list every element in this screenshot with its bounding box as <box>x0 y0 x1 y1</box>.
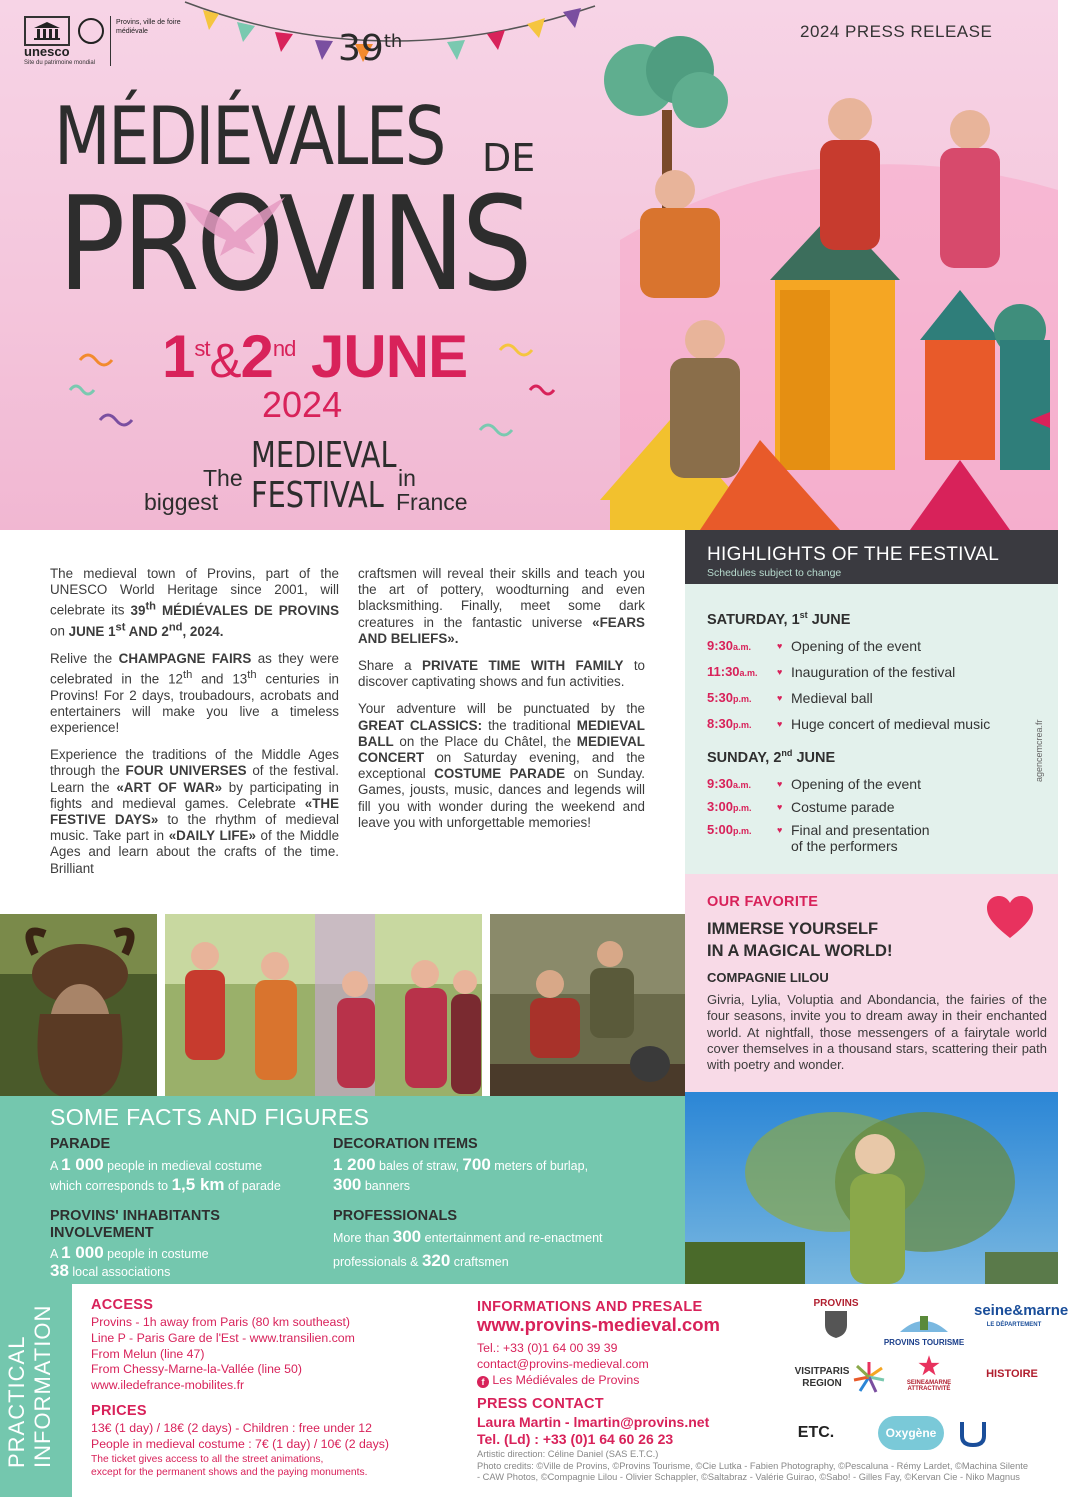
unesco-name: unesco <box>24 44 70 59</box>
intro-paragraph-4: craftsmen will reveal their skills and teach you the art of pottery, woodturning and even blacksmithing. Finally, meet some dark creatures in the fantastic universe «FEARS AND BELIEFS». <box>358 566 645 646</box>
favorite-description: Givria, Lylia, Voluptia and Abondancia, the fairies of the four seasons, invite you to dream away in their enchanted world. At nightfall, those messengers of a fairytale world cover themselves in a thousand stars, scattering their path with poetry and wonder. <box>707 992 1047 1073</box>
event-time: 5:30p.m. <box>707 690 752 705</box>
website-link[interactable]: www.provins-medieval.com <box>477 1314 720 1335</box>
unesco-side-text: Provins, ville de foire médiévale <box>116 19 181 35</box>
sunday-heading: SUNDAY, 2nd JUNE <box>707 748 836 766</box>
info-heading: INFORMATIONS AND PRESALE <box>477 1299 703 1315</box>
event-label: Final and presentation <box>791 822 930 838</box>
intro-paragraph-1: The medieval town of Provins, part of the UNESCO World Heritage since 2001, will celebrate its 39th MÉDIÉVALES DE PROVINS on JUNE 1st AND 2nd, 2024. <box>50 566 340 639</box>
event-label-continued: of the performers <box>791 838 898 854</box>
tagline-france: France <box>396 489 468 515</box>
price-line: 13€ (1 day) / 18€ (2 days) - Children : free under 12 <box>91 1421 372 1435</box>
photo-craftsmen <box>490 914 685 1096</box>
title-line-1: MÉDIÉVALES <box>54 90 444 183</box>
histoire-logo: HISTOIRE <box>986 1368 1038 1380</box>
oxygene-logo: Oxygène <box>878 1416 944 1450</box>
access-line: Line P - Paris Gare de l'Est - www.transilien.com <box>91 1330 355 1345</box>
seine-marne-logo: seine&marne LE DÉPARTEMENT <box>974 1302 1068 1328</box>
event-label: Huge concert of medieval music <box>791 716 991 732</box>
partner-logos <box>792 1296 1068 1492</box>
access-line: Provins - 1h away from Paris (80 km southeast) <box>91 1315 351 1329</box>
professionals-heading: PROFESSIONALS <box>333 1208 458 1224</box>
tagline-the: The <box>203 465 243 491</box>
credit-line: Photo credits: ©Ville de Provins, ©Provins Tourisme, ©Cie Lutka - Fabien Photography, ©Pescaluna - Rémy Lardet, ©Machina Silente <box>477 1460 1029 1471</box>
event-time: 9:30a.m. <box>707 776 752 791</box>
world-heritage-emblem-icon <box>78 18 104 44</box>
favorite-heading: IMMERSE YOURSELF IN A MAGICAL WORLD! <box>707 920 893 960</box>
unesco-sub: Site du patrimoine mondial <box>24 60 96 66</box>
edition-number: 39th <box>338 28 403 69</box>
tagline-biggest: biggest <box>144 489 219 515</box>
intro-paragraph-6: Your adventure will be punctuated by the GREAT CLASSICS: the traditional MEDIEVAL BALL on the Place du Châtel, the MEDIEVAL CONCERT on Saturday evening, and the exceptional COSTUME PARADE on Sunday. Games, jousts, music, dances and legends will fill you with wonder during the weekend and leave you with unforgettable memories! <box>358 701 645 830</box>
seine-marne-attractivite-logo: ★ SEINE&MARNE ATTRACTIVITÉ <box>894 1354 964 1392</box>
professionals-line-1: More than 300 entertainment and re-enactment <box>333 1227 603 1246</box>
price-note: except for the permanent shows and the paying monuments. <box>91 1466 368 1478</box>
event-time: 9:30a.m. <box>707 638 752 653</box>
press-release-label: 2024 PRESS RELEASE <box>800 22 993 41</box>
agency-credit: agencemcrea.fr <box>1034 719 1044 782</box>
heart-bullet-icon: ♥ <box>777 779 783 789</box>
star-icon: ★ <box>918 1353 940 1380</box>
price-note: The ticket gives access to all the street animations, <box>91 1453 324 1465</box>
prices-heading: PRICES <box>91 1403 147 1419</box>
practical-side-label: PRACTICAL INFORMATION <box>4 1304 55 1468</box>
heart-bullet-icon: ♥ <box>777 825 783 835</box>
parade-heading: PARADE <box>50 1136 111 1152</box>
facebook-link[interactable]: f Les Médiévales de Provins <box>477 1373 639 1389</box>
facebook-icon: f <box>477 1376 489 1388</box>
visit-paris-region-logo: VISITPARIS REGION <box>794 1366 850 1389</box>
price-line: People in medieval costume : 7€ (1 day) / 10€ (2 days) <box>91 1436 390 1451</box>
access-heading: ACCESS <box>91 1297 154 1313</box>
event-time: 5:00p.m. <box>707 822 752 837</box>
parade-line-1: A 1 000 people in medieval costume <box>50 1155 263 1174</box>
prices-list <box>91 1421 461 1479</box>
decoration-line-2: 300 banners <box>333 1175 411 1194</box>
tagline-medieval: MEDIEVAL <box>251 435 397 476</box>
festival-year: 2024 <box>262 384 343 425</box>
intro-paragraph-5: Share a PRIVATE TIME WITH FAMILY to discover captivating shows and fun activities. <box>358 658 645 690</box>
heart-bullet-icon: ♥ <box>777 719 783 729</box>
press-contact-name: Laura Martin - lmartin@provins.net <box>477 1414 710 1430</box>
event-label: Opening of the event <box>791 776 921 792</box>
event-label: Medieval ball <box>791 690 873 706</box>
university-logo-icon <box>958 1418 988 1448</box>
decoration-heading: DECORATION ITEMS <box>333 1136 478 1152</box>
heart-bullet-icon: ♥ <box>777 802 783 812</box>
highlights-schedule <box>685 584 1058 874</box>
provins-logo: PROVINS <box>806 1298 866 1342</box>
header-banner <box>0 0 1058 530</box>
title-line-2: PROVINS <box>58 168 530 320</box>
hero-illustration <box>580 40 1058 530</box>
heart-bullet-icon: ♥ <box>777 641 783 651</box>
credit-line: Artistic direction: Céline Daniel (SAS E.T.C.) <box>477 1449 659 1459</box>
photo-fairy <box>685 1092 1058 1284</box>
divider <box>110 16 111 66</box>
tagline-in: in <box>398 465 416 491</box>
credit-line: - CAW Photos, ©Compagnie Lilou - Olivier Schappler, ©Saltabraz - Valérie Guirao, ©Sabo! - Gilles Fay, ©Kervan Cie - Niko Magnus <box>477 1472 1020 1482</box>
event-label: Inauguration of the festival <box>791 664 956 680</box>
facts-and-figures <box>0 1096 685 1284</box>
press-contact-phone: Tel. (Ld) : +33 (0)1 64 60 26 23 <box>477 1431 674 1447</box>
inhabitants-heading: PROVINS' INHABITANTS INVOLVEMENT <box>50 1208 220 1241</box>
inhabitants-line-2: 38 local associations <box>50 1261 171 1280</box>
photo-musicians <box>165 914 482 1096</box>
title-de: DE <box>482 136 536 180</box>
intro-paragraph-2: Relive the CHAMPAGNE FAIRS as they were celebrated in the 12th and 13th centuries in Provins! For 2 days, troubadours, acrobats and entertainers will make you live a timeless experience! <box>50 650 340 736</box>
provins-tourisme-logo: PROVINS TOURISME <box>874 1310 974 1347</box>
event-time: 11:30a.m. <box>707 664 758 679</box>
highlights-header <box>685 530 1058 584</box>
etc-logo: ETC. <box>797 1424 835 1441</box>
visit-paris-region-burst-icon <box>852 1360 886 1394</box>
saturday-heading: SATURDAY, 1st JUNE <box>707 610 851 628</box>
intro-column-1 <box>50 566 339 888</box>
event-label: Costume parade <box>791 799 895 815</box>
facts-title: SOME FACTS AND FIGURES <box>50 1104 370 1130</box>
heart-icon <box>985 894 1035 940</box>
event-time: 3:00p.m. <box>707 799 752 814</box>
access-line: From Chessy-Marne-la-Vallée (line 50) <box>91 1362 302 1377</box>
tagline-festival: FESTIVAL <box>251 475 384 516</box>
press-contact-heading: PRESS CONTACT <box>477 1396 604 1412</box>
event-label: Opening of the event <box>791 638 921 654</box>
parade-line-2: which corresponds to 1,5 km of parade <box>50 1175 281 1194</box>
confetti-squiggles <box>60 330 600 450</box>
eagle-icon <box>180 192 290 262</box>
highlights-title: HIGHLIGHTS OF THE FESTIVAL <box>707 544 1000 565</box>
festival-dates: 1st&2nd JUNE <box>162 323 468 390</box>
unesco-badge <box>24 16 181 66</box>
inhabitants-line-1: A 1 000 people in costume <box>50 1243 209 1262</box>
favorite-box <box>685 874 1058 1092</box>
favorite-company: COMPAGNIE LILOU <box>707 970 829 985</box>
decoration-line-1: 1 200 bales of straw, 700 meters of burlap, <box>333 1155 589 1174</box>
access-link[interactable]: www.iledefrance-mobilites.fr <box>91 1378 245 1393</box>
heart-bullet-icon: ♥ <box>777 693 783 703</box>
intro-column-2 <box>358 566 645 842</box>
info-email[interactable]: contact@provins-medieval.com <box>477 1357 649 1371</box>
info-phone: Tel.: +33 (0)1 64 00 39 39 <box>477 1341 618 1355</box>
favorite-label: OUR FAVORITE <box>707 894 819 910</box>
professionals-line-2: professionals & 320 craftsmen <box>333 1251 509 1270</box>
photo-dark-creature <box>0 914 157 1096</box>
unesco-temple-icon <box>24 16 70 46</box>
highlights-subtitle: Schedules subject to change <box>707 567 842 579</box>
access-line: From Melun (line 47) <box>91 1346 205 1361</box>
intro-paragraph-3: Experience the traditions of the Middle Ages through the FOUR UNIVERSES of the festival. Learn the «ART OF WAR» by participating in fights and medieval games. Celebrate «THE FESTIVE DAYS» to the rhythm of medieval music. Take part in «DAILY LIFE» of the Middle Ages and learn about the crafts of the time. Brilliant <box>50 747 340 876</box>
event-time: 8:30p.m. <box>707 716 752 731</box>
access-list <box>91 1315 451 1394</box>
heart-bullet-icon: ♥ <box>777 667 783 677</box>
